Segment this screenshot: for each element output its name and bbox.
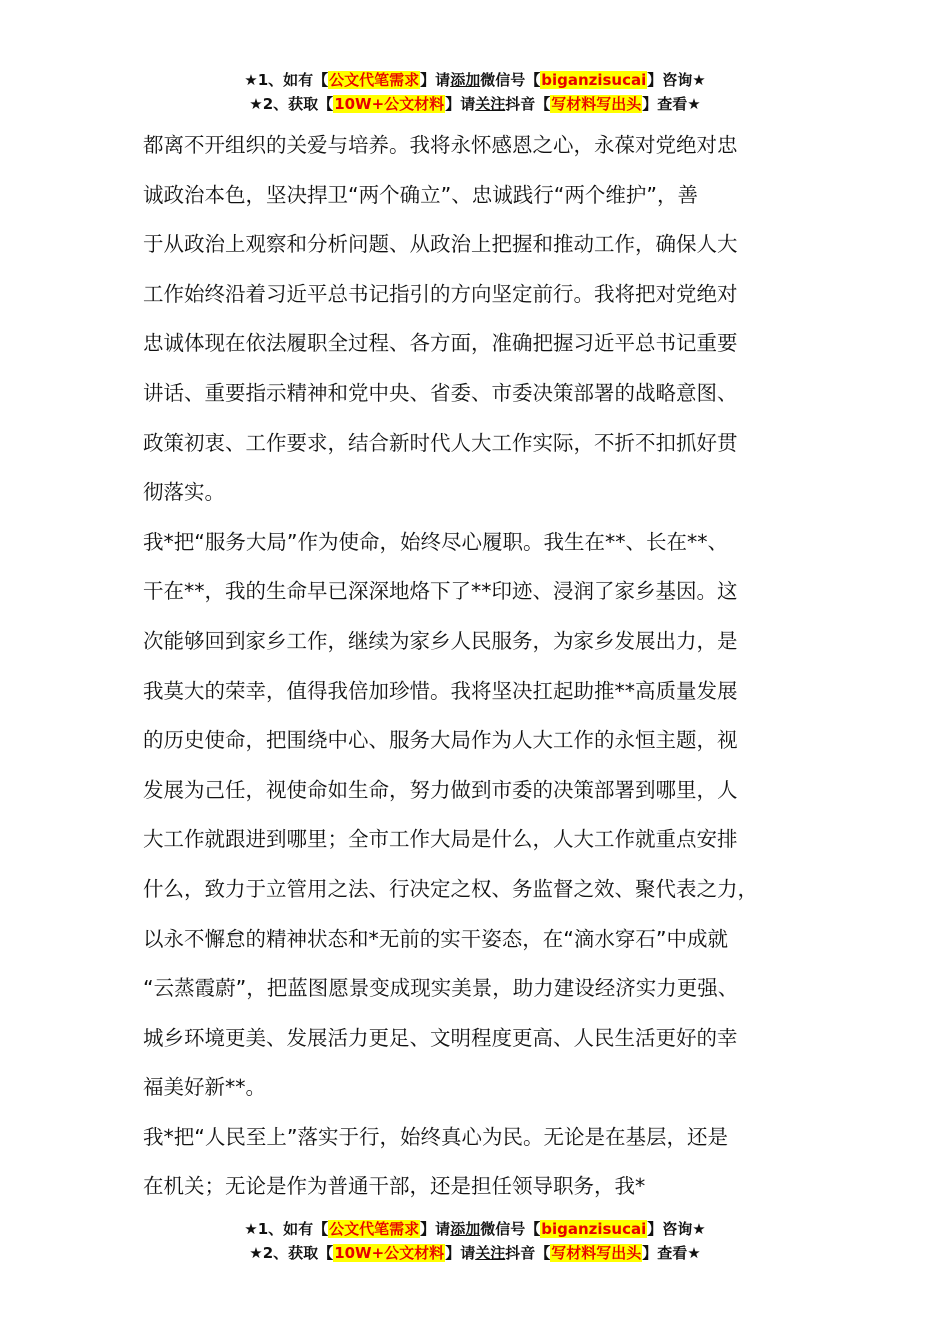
- body-line: 以永不懈怠的精神状态和*无前的实干姿态，在“滴水穿石”中成就: [143, 926, 728, 951]
- banner-line-2-prefix: ★2、获取【: [249, 95, 334, 113]
- footer-line-2-prefix: ★2、获取【: [249, 1244, 334, 1262]
- body-line: 彻落实。: [143, 480, 225, 505]
- banner-line-2-suffix: 】查看★: [642, 95, 701, 113]
- body-line: 干在**，我的生命早已深深地烙下了**印迹、浸润了家乡基因。这: [143, 579, 738, 604]
- banner-line-1-mid-1: 】请: [420, 71, 451, 89]
- body-line: 城乡环境更美、发展活力更足、文明程度更高、人民生活更好的幸: [143, 1025, 738, 1050]
- body-line: 政策初衷、工作要求，结合新时代人大工作实际，不折不扣抓好贯: [143, 430, 738, 455]
- footer-line-2-suffix: 】查看★: [642, 1244, 701, 1262]
- body-line: 工作始终沿着习近平总书记指引的方向坚定前行。我将把对党绝对: [143, 281, 738, 306]
- body-line: 什么，致力于立管用之法、行决定之权、务监督之效、聚代表之力，: [143, 876, 758, 901]
- footer-line-2-underline: 关注: [475, 1244, 506, 1262]
- document-body: [143, 121, 843, 1212]
- banner-line-1: [0, 68, 950, 92]
- footer-line-2-mid-2: 抖音【: [505, 1244, 551, 1262]
- body-line: 讲话、重要指示精神和党中央、省委、市委决策部署的战略意图、: [143, 380, 738, 405]
- body-line: 诚政治本色，坚决捍卫“两个确立”、忠诚践行“两个维护”，善: [143, 182, 698, 207]
- body-line: 福美好新**。: [143, 1075, 266, 1100]
- body-line: 在机关；无论是作为普通干部，还是担任领导职务，我*: [143, 1174, 646, 1199]
- banner-line-2: [0, 92, 950, 116]
- banner-line-1-prefix: ★1、如有【: [244, 71, 329, 89]
- footer-line-1-underline: 添加: [450, 1220, 481, 1238]
- body-line: 次能够回到家乡工作，继续为家乡人民服务，为家乡发展出力，是: [143, 628, 738, 653]
- header-banner: [0, 68, 950, 116]
- body-line: 我莫大的荣幸，值得我倍加珍惜。我将坚决扛起助推**高质量发展: [143, 678, 738, 703]
- banner-line-2-underline: 关注: [475, 95, 506, 113]
- body-line: “云蒸霞蔚”，把蓝图愿景变成现实美景，助力建设经济实力更强、: [143, 976, 739, 1001]
- footer-line-2-mid-1: 】请: [445, 1244, 476, 1262]
- banner-line-1-highlight-2: biganzisucai: [541, 71, 647, 89]
- body-line: 我*把“人民至上”落实于行，始终真心为民。无论是在基层，还是: [143, 1124, 728, 1149]
- body-line: 我*把“服务大局”作为使命，始终尽心履职。我生在**、长在**、: [143, 529, 728, 554]
- footer-line-2: [0, 1241, 950, 1265]
- body-line: 都离不开组织的关爱与培养。我将永怀感恩之心，永葆对党绝对忠: [143, 133, 738, 157]
- body-line: 大工作就跟进到哪里；全市工作大局是什么，人大工作就重点安排: [143, 827, 738, 852]
- footer-line-1-highlight-1: 公文代笔需求: [329, 1220, 420, 1238]
- footer-line-1-mid-1: 】请: [420, 1220, 451, 1238]
- banner-line-1-mid-2: 微信号【: [480, 71, 541, 89]
- banner-line-2-mid-1: 】请: [445, 95, 476, 113]
- footer-banner: [0, 1217, 950, 1265]
- footer-line-1-highlight-2: biganzisucai: [541, 1220, 647, 1238]
- footer-line-1: [0, 1217, 950, 1241]
- body-line: 的历史使命，把围绕中心、服务大局作为人大工作的永恒主题，视: [143, 728, 738, 753]
- banner-line-2-highlight-2: 写材料写出头: [551, 95, 642, 113]
- body-line: 忠诚体现在依法履职全过程、各方面，准确把握习近平总书记重要: [143, 331, 738, 356]
- body-line: 发展为己任，视使命如生命，努力做到市委的决策部署到哪里，人: [143, 777, 738, 802]
- footer-line-1-suffix: 】咨询★: [647, 1220, 706, 1238]
- footer-line-2-highlight-2: 写材料写出头: [551, 1244, 642, 1262]
- footer-line-1-mid-2: 微信号【: [480, 1220, 541, 1238]
- footer-line-1-prefix: ★1、如有【: [244, 1220, 329, 1238]
- banner-line-2-mid-2: 抖音【: [505, 95, 551, 113]
- banner-line-1-suffix: 】咨询★: [647, 71, 706, 89]
- footer-line-2-highlight-1: 10W+公文材料: [334, 1244, 445, 1262]
- body-line: 于从政治上观察和分析问题、从政治上把握和推动工作，确保人大: [143, 232, 738, 257]
- banner-line-1-highlight-1: 公文代笔需求: [329, 71, 420, 89]
- banner-line-2-highlight-1: 10W+公文材料: [334, 95, 445, 113]
- banner-line-1-underline: 添加: [450, 71, 481, 89]
